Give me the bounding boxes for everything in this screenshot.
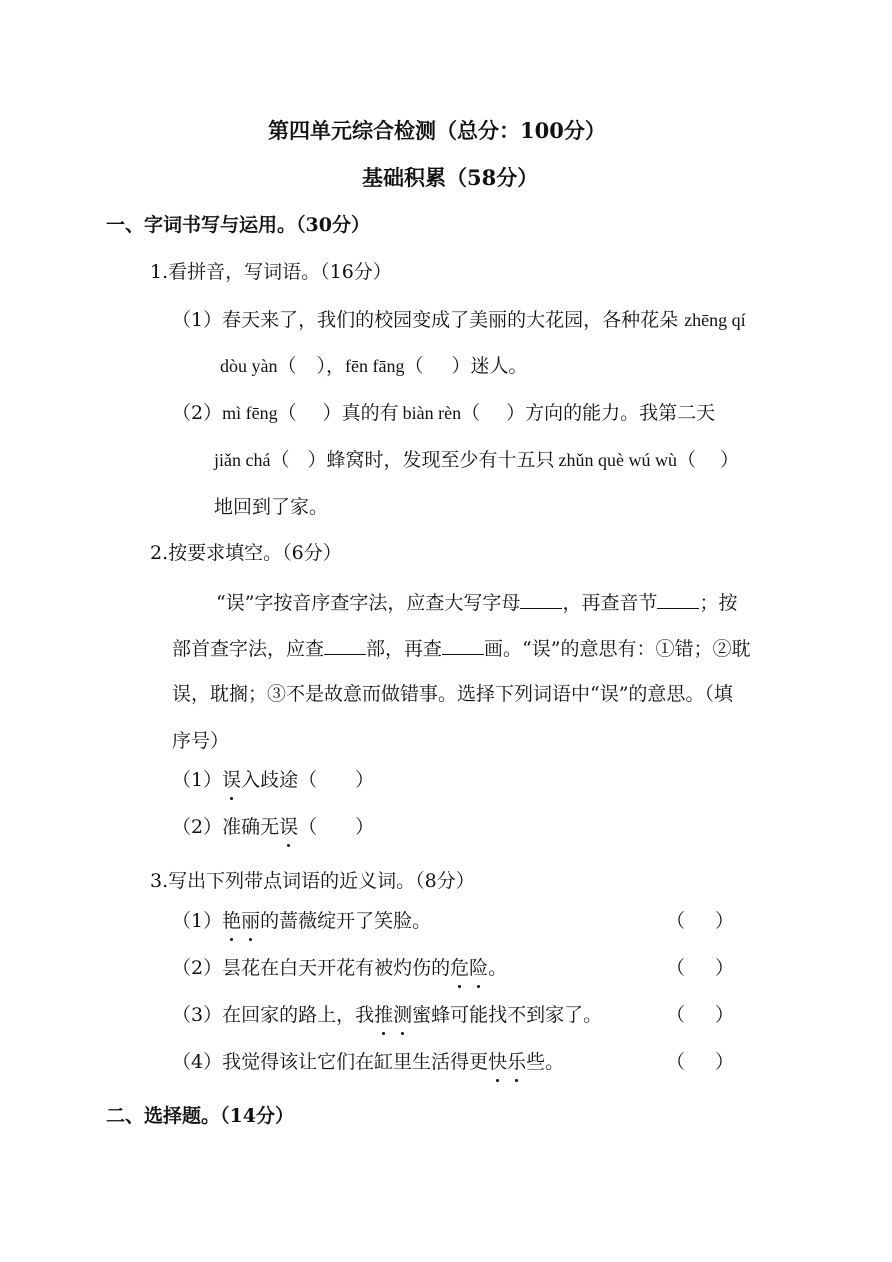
item-text: 我觉得该让它们在缸里生活得更 bbox=[222, 1051, 489, 1073]
emphasis-char: 丽 bbox=[241, 910, 261, 932]
item-number: （1） bbox=[172, 309, 223, 331]
q3-answer-2[interactable] bbox=[666, 955, 734, 981]
item-text: 些。 bbox=[526, 1051, 565, 1073]
item-text: 在回家的路上，我 bbox=[222, 1004, 375, 1026]
q2-paragraph-line-3: 误，耽搁；③不是故意而做错事。选择下列词语中“误”的意思。（填 bbox=[172, 683, 733, 705]
answer-bracket-open: （ bbox=[666, 1004, 686, 1026]
q1-sentence-1-line-2 bbox=[220, 353, 528, 379]
fill-blank[interactable] bbox=[442, 634, 484, 655]
item-number: （2） bbox=[172, 816, 223, 838]
item-number: （1） bbox=[172, 769, 223, 791]
answer-bracket-open: （ bbox=[666, 957, 686, 979]
paragraph-text: ；按 bbox=[699, 592, 738, 614]
q2-paragraph-line-2 bbox=[172, 634, 750, 662]
q2-paragraph-line-1 bbox=[216, 588, 737, 616]
emphasis-char: 乐 bbox=[507, 1051, 527, 1073]
answer-bracket-open: （ bbox=[666, 910, 686, 932]
answer-bracket-open: （ bbox=[677, 449, 697, 471]
pinyin: fēn fāng bbox=[345, 356, 405, 376]
item-number: （3） bbox=[172, 1004, 223, 1026]
answer-bracket-open: （ bbox=[277, 355, 297, 377]
q2-item-2 bbox=[172, 814, 374, 840]
q3-answer-3[interactable] bbox=[666, 1002, 734, 1028]
q1-sentence-1-line-1 bbox=[172, 307, 746, 333]
emphasis-char: 误 bbox=[222, 769, 242, 791]
fill-blank[interactable] bbox=[520, 588, 562, 609]
item-text: 蜜蜂可能找不到家了。 bbox=[412, 1004, 603, 1026]
page-subtitle: 基础积累（58分） bbox=[362, 165, 539, 190]
item-number: （4） bbox=[172, 1051, 223, 1073]
question-1-heading: 1.看拼音，写词语。（16分） bbox=[150, 261, 392, 283]
sentence-text: ）迷人。 bbox=[451, 355, 528, 377]
fill-blank[interactable] bbox=[324, 634, 366, 655]
sentence-text: ）方向的能力。我第二天 bbox=[506, 402, 716, 424]
emphasis-char: 误 bbox=[279, 816, 299, 838]
answer-bracket-close: ） bbox=[355, 769, 375, 791]
item-text: 昙花在白天开花有被灼伤的 bbox=[222, 957, 451, 979]
page-title: 第四单元综合检测（总分：100分） bbox=[268, 118, 606, 143]
paragraph-text: ，再查音节 bbox=[562, 592, 658, 614]
emphasis-char: 危 bbox=[450, 957, 470, 979]
q3-item-4 bbox=[172, 1049, 564, 1075]
q3-item-1 bbox=[172, 908, 431, 934]
pinyin: zhēng qí bbox=[684, 310, 746, 330]
answer-bracket-open: （ bbox=[298, 816, 318, 838]
section-heading-1: 一、字词书写与运用。（30分） bbox=[106, 214, 370, 236]
section-heading-2: 二、选择题。（14分） bbox=[106, 1105, 294, 1127]
pinyin: mì fēng bbox=[222, 403, 278, 423]
q1-sentence-2-line-1 bbox=[172, 400, 715, 426]
sentence-text: 春天来了，我们的校园变成了美丽的大花园，各种花朵 bbox=[222, 309, 679, 331]
item-number: （2） bbox=[172, 402, 223, 424]
sentence-text: ）蜂窝时，发现至少有十五只 bbox=[307, 449, 555, 471]
item-text: 。 bbox=[488, 957, 508, 979]
q1-sentence-2-line-2 bbox=[214, 447, 739, 473]
answer-bracket-open: （ bbox=[461, 402, 481, 424]
answer-bracket-close: ） bbox=[715, 910, 735, 932]
item-text: 入歧途（ bbox=[241, 769, 318, 791]
pinyin: dòu yàn bbox=[220, 356, 278, 376]
q3-item-3 bbox=[172, 1002, 602, 1028]
answer-bracket-close: ） bbox=[715, 1004, 735, 1026]
emphasis-char: 测 bbox=[393, 1004, 413, 1026]
answer-bracket-close: ） bbox=[355, 816, 375, 838]
emphasis-char: 艳 bbox=[222, 910, 242, 932]
answer-bracket-open: （ bbox=[404, 355, 424, 377]
answer-bracket-close: ） bbox=[715, 957, 735, 979]
q3-item-2 bbox=[172, 955, 507, 981]
item-text: 准确无 bbox=[222, 816, 280, 838]
answer-bracket-open: （ bbox=[270, 449, 290, 471]
answer-bracket-open: （ bbox=[277, 402, 297, 424]
pinyin: zhǔn què wú wù bbox=[558, 450, 677, 470]
answer-bracket-close: ）， bbox=[316, 355, 346, 377]
q2-paragraph-line-4: 序号） bbox=[172, 730, 230, 752]
answer-bracket-open: （ bbox=[666, 1051, 686, 1073]
sentence-text: ）真的有 bbox=[322, 402, 399, 424]
q2-item-1 bbox=[172, 767, 374, 793]
emphasis-char: 险 bbox=[469, 957, 489, 979]
paragraph-text: “误”字按音序查字法，应查大写字母 bbox=[216, 592, 521, 614]
item-number: （2） bbox=[172, 957, 223, 979]
item-number: （1） bbox=[172, 910, 223, 932]
fill-blank[interactable] bbox=[657, 588, 699, 609]
q1-sentence-2-line-3: 地回到了家。 bbox=[214, 496, 329, 518]
sentence-text: ） bbox=[720, 449, 740, 471]
question-3-heading: 3.写出下列带点词语的近义词。（8分） bbox=[150, 870, 475, 892]
item-text: 的蔷薇绽开了笑脸。 bbox=[260, 910, 432, 932]
q3-answer-1[interactable] bbox=[666, 908, 734, 934]
pinyin: jiǎn chá bbox=[214, 450, 271, 470]
emphasis-char: 快 bbox=[488, 1051, 508, 1073]
emphasis-char: 推 bbox=[374, 1004, 394, 1026]
answer-bracket-close: ） bbox=[715, 1051, 735, 1073]
pinyin: biàn rèn bbox=[402, 403, 462, 423]
question-2-heading: 2.按要求填空。（6分） bbox=[150, 542, 342, 564]
q3-answer-4[interactable] bbox=[666, 1049, 734, 1075]
paragraph-text: 画。“误”的意思有：①错；②耽 bbox=[484, 638, 751, 660]
paragraph-text: 部首查字法，应查 bbox=[172, 638, 325, 660]
paragraph-text: 部，再查 bbox=[366, 638, 443, 660]
